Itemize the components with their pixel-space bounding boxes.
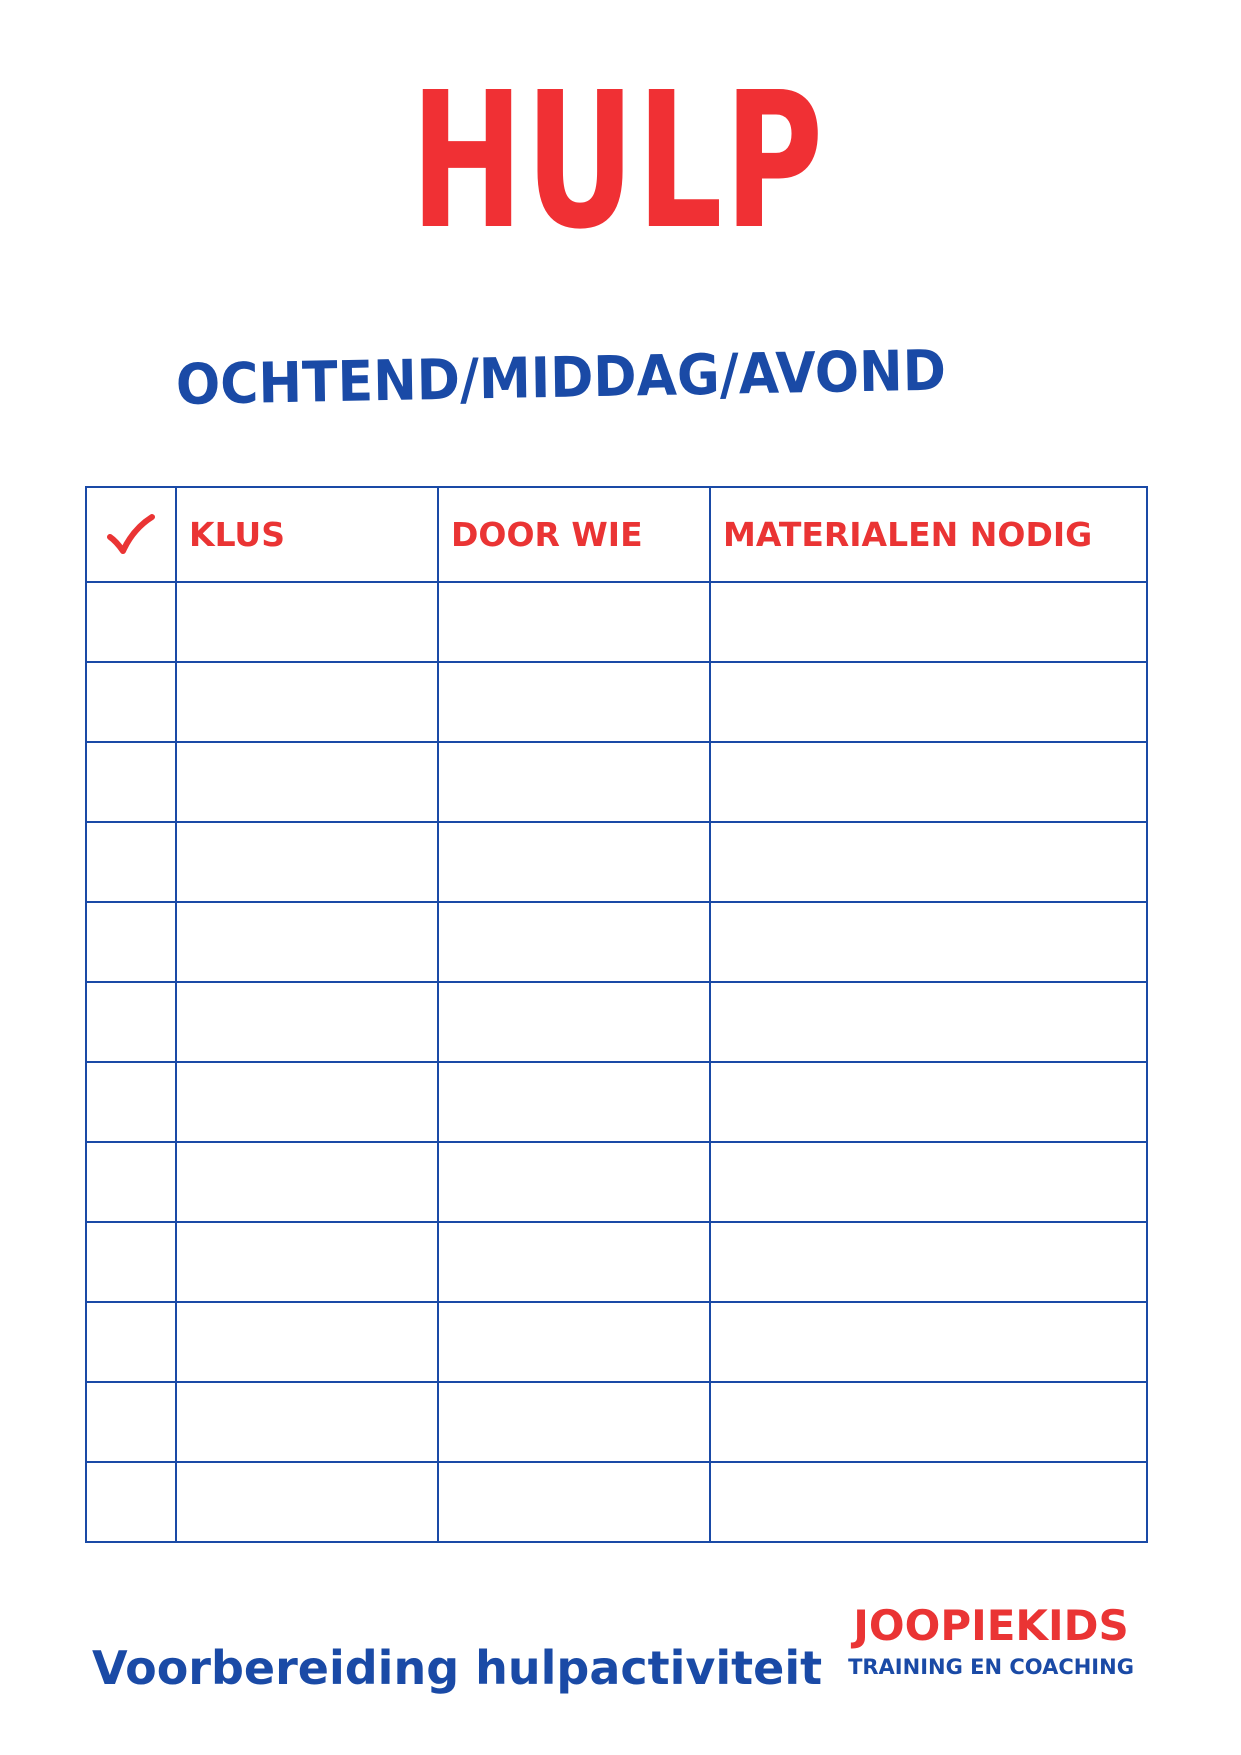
footer-description: Voorbereiding hulpactiviteit bbox=[92, 1641, 823, 1695]
materialen-cell bbox=[710, 662, 1147, 742]
column-header-materialen-nodig: MATERIALEN NODIG bbox=[710, 487, 1147, 582]
check-cell bbox=[86, 582, 176, 662]
check-cell bbox=[86, 1382, 176, 1462]
materialen-cell bbox=[710, 1062, 1147, 1142]
table-row bbox=[86, 1062, 1147, 1142]
door-wie-cell bbox=[438, 582, 710, 662]
table-header-row bbox=[86, 487, 1147, 582]
door-wie-cell bbox=[438, 1222, 710, 1302]
materialen-cell bbox=[710, 902, 1147, 982]
check-cell bbox=[86, 1222, 176, 1302]
column-header-door-wie: DOOR WIE bbox=[438, 487, 710, 582]
door-wie-cell bbox=[438, 1462, 710, 1542]
door-wie-cell bbox=[438, 1062, 710, 1142]
page-subtitle: OCHTEND/MIDDAG/AVOND bbox=[175, 338, 947, 418]
door-wie-cell bbox=[438, 1302, 710, 1382]
table-row bbox=[86, 1142, 1147, 1222]
klus-cell bbox=[176, 1142, 438, 1222]
task-table bbox=[85, 486, 1148, 1543]
brand-tagline: TRAINING EN COACHING bbox=[848, 1655, 1134, 1679]
table-row bbox=[86, 1222, 1147, 1302]
door-wie-cell bbox=[438, 822, 710, 902]
materialen-cell bbox=[710, 1222, 1147, 1302]
klus-cell bbox=[176, 1062, 438, 1142]
table-row bbox=[86, 1382, 1147, 1462]
check-cell bbox=[86, 1142, 176, 1222]
brand-name: JOOPIEKIDS bbox=[853, 1601, 1129, 1650]
klus-cell bbox=[176, 902, 438, 982]
column-header-klus: KLUS bbox=[176, 487, 438, 582]
table-row bbox=[86, 582, 1147, 662]
brand-logo bbox=[826, 1600, 1156, 1682]
check-cell bbox=[86, 1462, 176, 1542]
door-wie-cell bbox=[438, 902, 710, 982]
materialen-cell bbox=[710, 1302, 1147, 1382]
klus-cell bbox=[176, 1222, 438, 1302]
column-header-check bbox=[86, 487, 176, 582]
check-cell bbox=[86, 1062, 176, 1142]
klus-cell bbox=[176, 822, 438, 902]
materialen-cell bbox=[710, 1462, 1147, 1542]
klus-cell bbox=[176, 1382, 438, 1462]
materialen-cell bbox=[710, 982, 1147, 1062]
klus-cell bbox=[176, 742, 438, 822]
materialen-cell bbox=[710, 742, 1147, 822]
materialen-cell bbox=[710, 582, 1147, 662]
checkmark-icon bbox=[106, 513, 156, 557]
table-row bbox=[86, 742, 1147, 822]
check-cell bbox=[86, 742, 176, 822]
check-cell bbox=[86, 822, 176, 902]
table-row bbox=[86, 822, 1147, 902]
klus-cell bbox=[176, 1462, 438, 1542]
door-wie-cell bbox=[438, 982, 710, 1062]
materialen-cell bbox=[710, 1142, 1147, 1222]
table-row bbox=[86, 982, 1147, 1062]
table-row bbox=[86, 902, 1147, 982]
materialen-cell bbox=[710, 822, 1147, 902]
check-cell bbox=[86, 662, 176, 742]
check-cell bbox=[86, 1302, 176, 1382]
door-wie-cell bbox=[438, 662, 710, 742]
klus-cell bbox=[176, 582, 438, 662]
klus-cell bbox=[176, 1302, 438, 1382]
check-cell bbox=[86, 902, 176, 982]
table-row bbox=[86, 662, 1147, 742]
klus-cell bbox=[176, 982, 438, 1062]
door-wie-cell bbox=[438, 1142, 710, 1222]
door-wie-cell bbox=[438, 742, 710, 822]
table-row bbox=[86, 1302, 1147, 1382]
table-row bbox=[86, 1462, 1147, 1542]
door-wie-cell bbox=[438, 1382, 710, 1462]
page-title: HULP bbox=[410, 52, 825, 271]
materialen-cell bbox=[710, 1382, 1147, 1462]
check-cell bbox=[86, 982, 176, 1062]
klus-cell bbox=[176, 662, 438, 742]
